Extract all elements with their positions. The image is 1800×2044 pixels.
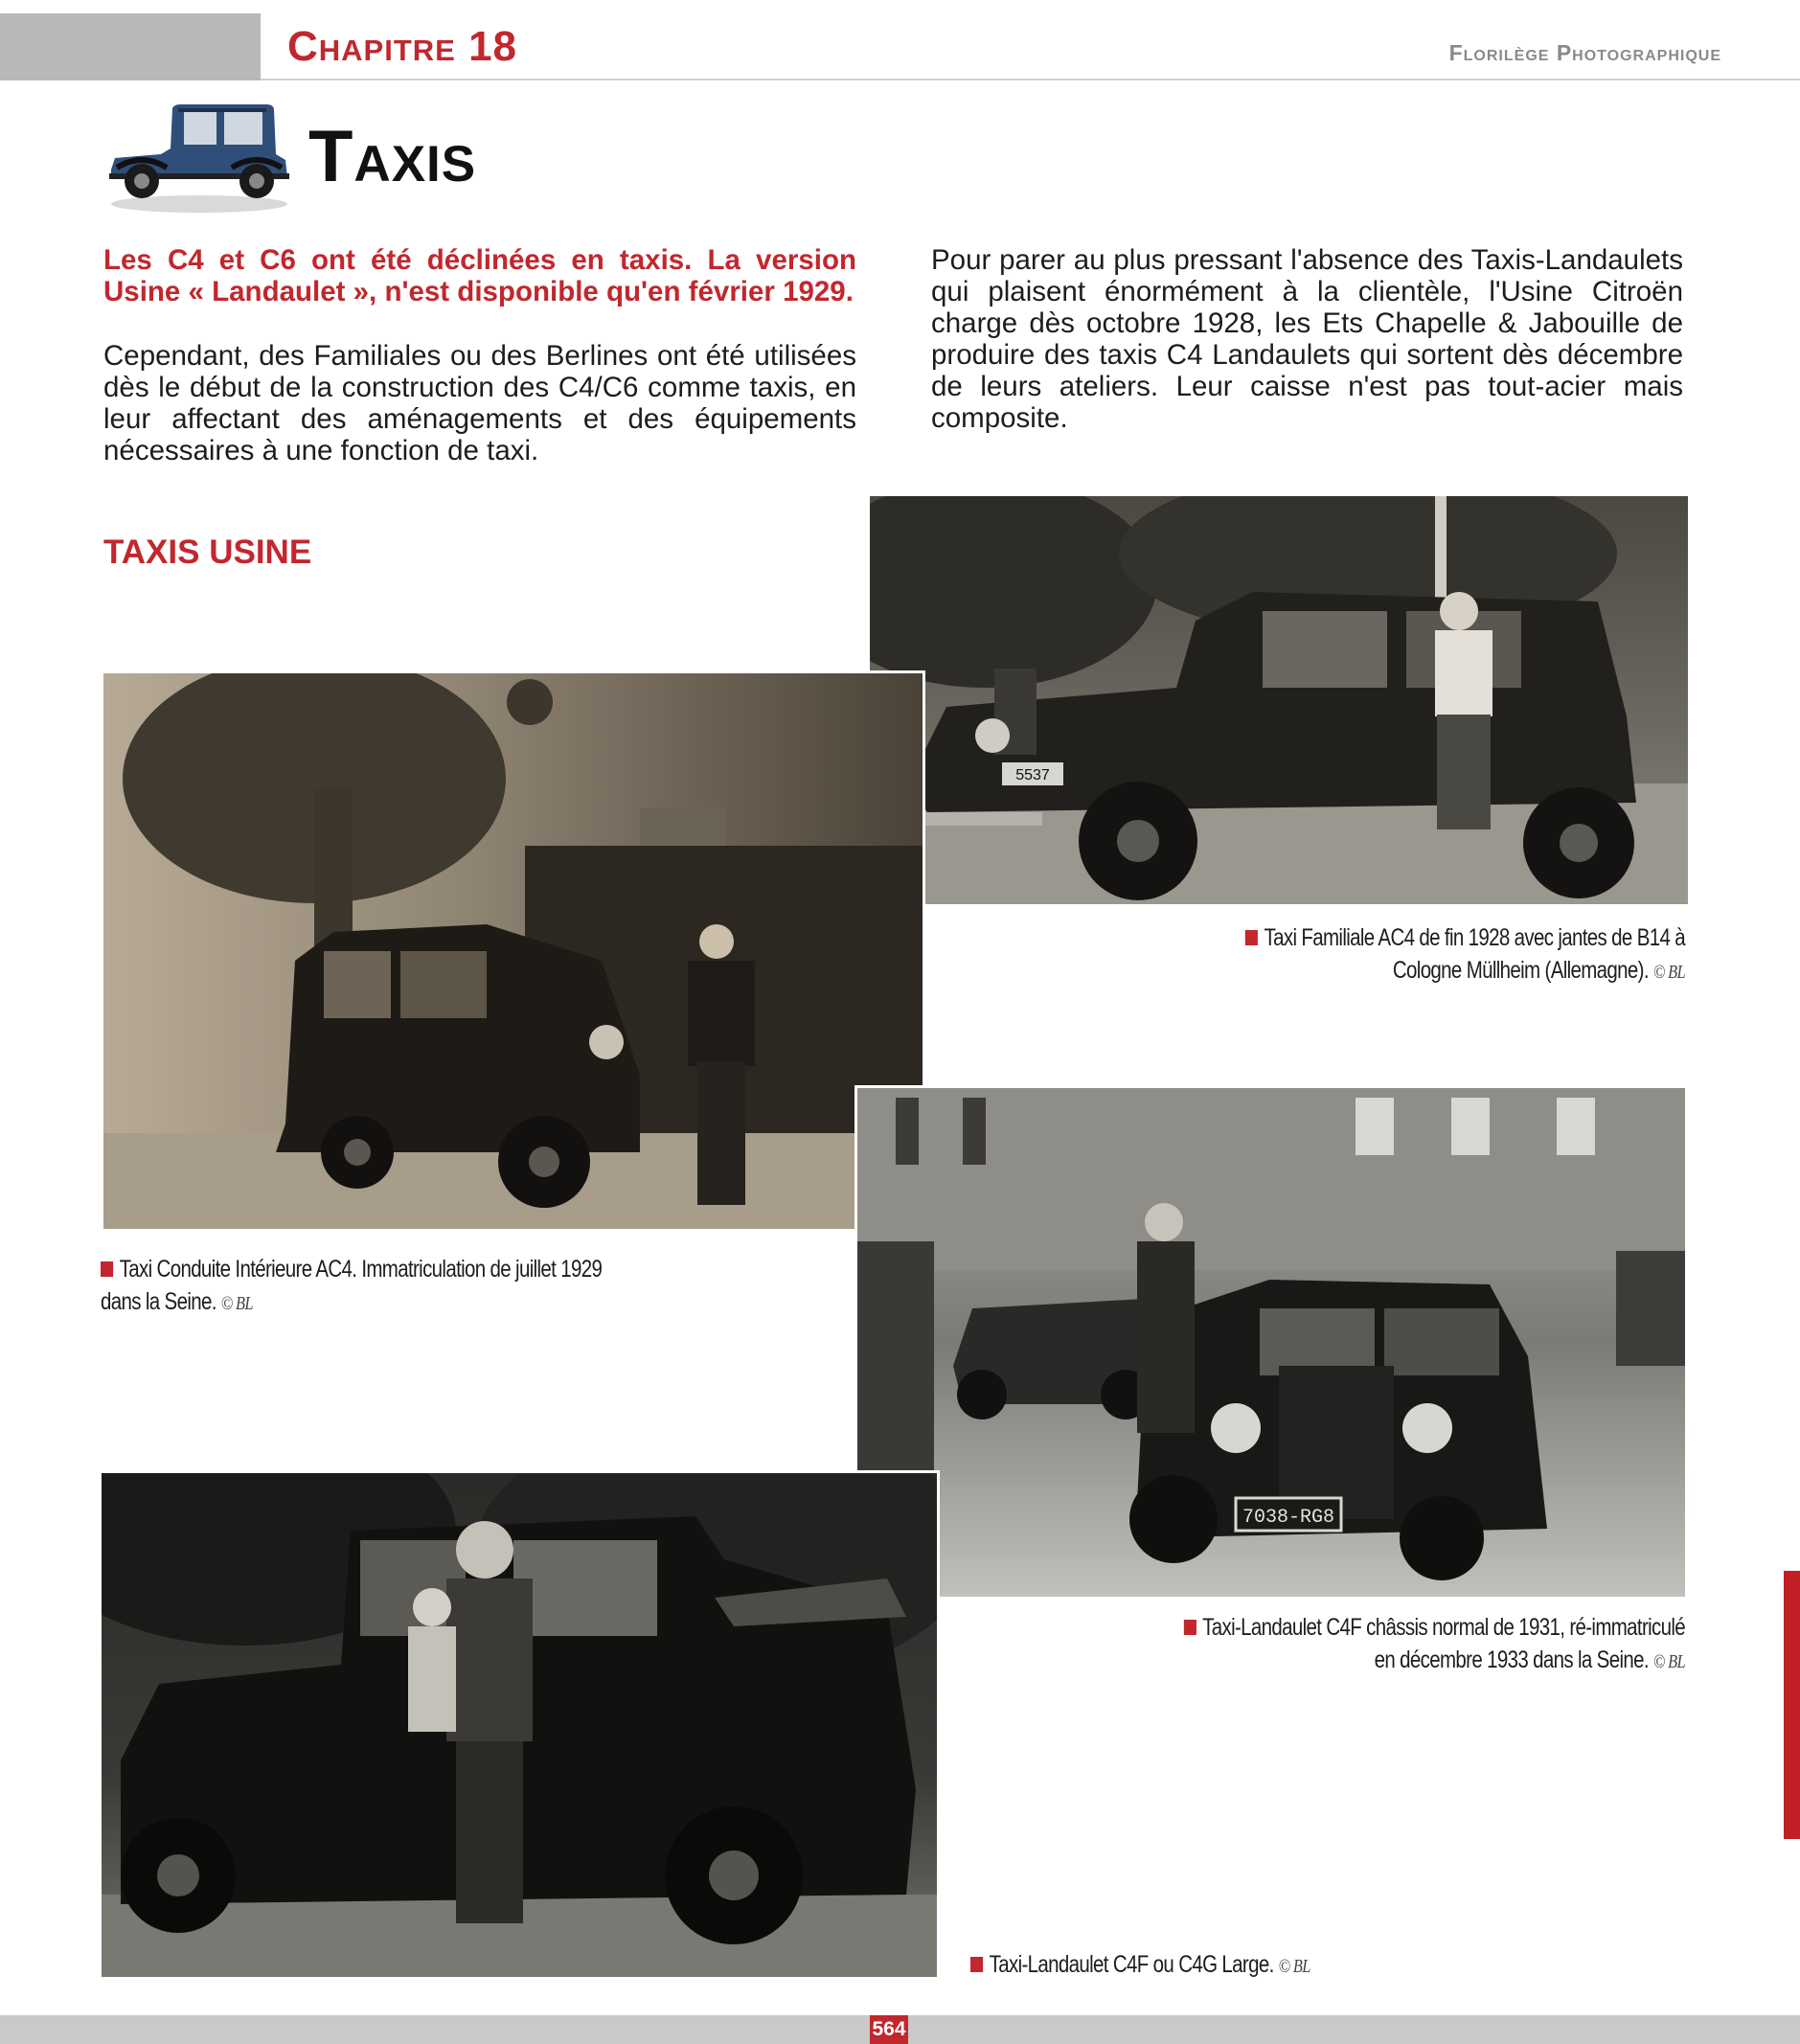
- page-title: Taxis: [308, 116, 477, 197]
- car-icon: [103, 101, 293, 214]
- photo-credit: © BL: [1278, 1956, 1310, 1977]
- photo-credit: © BL: [1652, 962, 1685, 983]
- body-paragraph-left: Cependant, des Familiales ou des Berlines ont été utilisées dès le début de la construction des C4/C6 comme taxis, en leur affectant des aménagements et des équipements nécessaires à une fonction de taxi.: [103, 340, 856, 466]
- caption-bullet: [970, 1957, 983, 1972]
- caption-photo-4: [970, 1948, 1442, 1983]
- chapter-label: Chapitre 18: [287, 23, 518, 70]
- subheading: TAXIS USINE: [103, 534, 312, 571]
- header-rule: [261, 79, 1800, 80]
- caption-line: Taxi-Landaulet C4F châssis normal de 1931, ré-immatriculé: [1202, 1614, 1685, 1641]
- photo-taxi-landaulet-street: [854, 1085, 1688, 1600]
- caption-line: Taxi Familiale AC4 de fin 1928 avec jantes de B14 à: [1264, 924, 1685, 951]
- caption-photo-3: [1010, 1611, 1685, 1678]
- caption-bullet: [101, 1261, 113, 1277]
- caption-bullet: [1183, 1620, 1196, 1635]
- body-paragraph-right: Pour parer au plus pressant l'absence des Taxis-Landaulets qui plaisent énormément à la clientèle, l'Usine Citroën charge dès octobre 1928, les Ets Chapelle & Jabouille de produire des taxis C4 Landaulets qui sortent dès décembre de leurs ateliers. Leur caisse n'est pas tout-acier mais composite.: [931, 244, 1683, 434]
- caption-line: Taxi-Landaulet C4F ou C4G Large.: [989, 1951, 1274, 1978]
- photo-credit: © BL: [1652, 1651, 1685, 1672]
- header-grey-band: [0, 13, 261, 80]
- caption-photo-1: [1057, 921, 1685, 988]
- caption-line: en décembre 1933 dans la Seine.: [1374, 1647, 1649, 1673]
- caption-line: Taxi Conduite Intérieure AC4. Immatriculation de juillet 1929: [119, 1256, 603, 1283]
- lead-paragraph: Les C4 et C6 ont été déclinées en taxis. La version Usine « Landaulet », n'est disponible qu'en février 1929.: [103, 244, 856, 307]
- photo-credit: © BL: [220, 1293, 253, 1314]
- caption-line: Cologne Müllheim (Allemagne).: [1392, 957, 1649, 984]
- caption-photo-2: [101, 1253, 729, 1320]
- photo-taxi-landaulet-family: [99, 1470, 940, 1980]
- plate-text: 7038-RG8: [1242, 1507, 1335, 1529]
- photo-taxi-familiale: [867, 493, 1691, 907]
- page-number: 564: [870, 2015, 908, 2044]
- plate-text: 5537: [1015, 767, 1050, 784]
- section-label: Florilège Photographique: [1448, 40, 1721, 65]
- photo-taxi-conduite-interieure: [101, 670, 925, 1232]
- caption-line: dans la Seine.: [101, 1288, 216, 1315]
- edge-marker: [1784, 1571, 1800, 1839]
- caption-bullet: [1245, 930, 1258, 945]
